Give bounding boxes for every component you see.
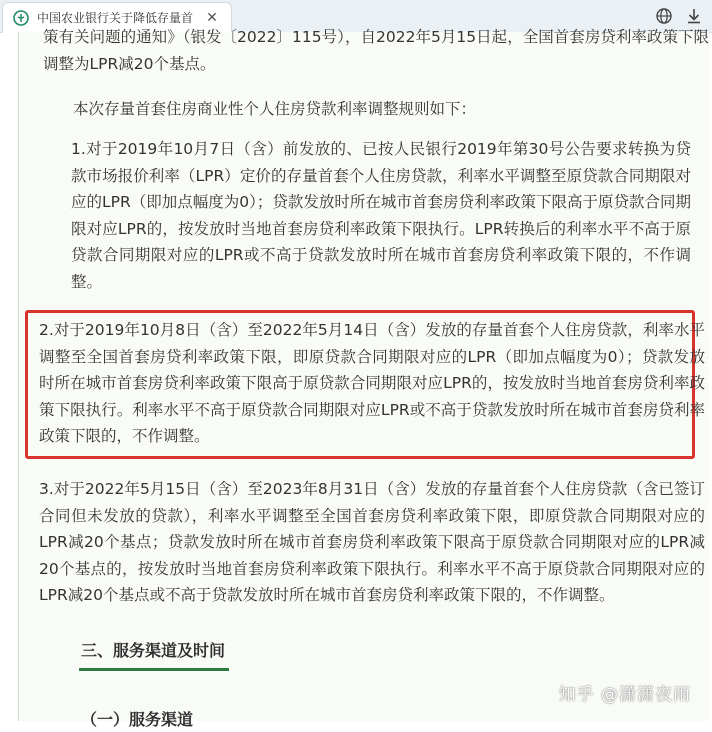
- article-page: [18, 28, 709, 729]
- section-heading: 三、服务渠道及时间: [81, 641, 226, 660]
- rule-2-paragraph: 2.对于2019年10月8日（含）至2022年5月14日（含）发放的存量首套个人住房贷款，利率水平调整至全国首套房贷利率政策下限，即原贷款合同期限对应的LPR（即加点幅度为0）；贷款发放时所在城市首套房贷利率政策下限高于原贷款合同期限对应LPR的，按发放时当地首套房贷利率政策下限执行。利率水平不高于原贷款合同期限对应LPR或不高于贷款发放时所在城市首套房贷利率政策下限的，不作调整。: [39, 321, 705, 445]
- watermark: 知乎 @潇潇夜雨: [558, 685, 691, 705]
- download-icon[interactable]: [684, 6, 704, 26]
- globe-icon[interactable]: [654, 6, 674, 26]
- close-icon[interactable]: ✕: [206, 10, 218, 26]
- subheading: （一）服务渠道: [81, 710, 194, 729]
- rule-1-paragraph: 1.对于2019年10月7日（含）前发放的、已按人民银行2019年第30号公告要求转换为贷款市场报价利率（LPR）定价的存量首套个人住房贷款，利率水平调整至原贷款合同期限对应的LPR（即加点幅度为0）；贷款发放时所在城市首套房贷利率政策下限高于原贷款合同期限对应LPR的，按发放时当地首套房贷利率政策下限执行。LPR转换后的利率水平不高于原贷款合同期限对应的LPR或不高于贷款发放时所在城市首套房贷利率政策下限的，不作调整。: [71, 140, 691, 291]
- abc-bank-favicon-icon: [13, 10, 29, 26]
- rule-3-paragraph: 3.对于2022年5月15日（含）至2023年8月31日（含）发放的存量首套个人住房贷款（含已签订合同但未发放的贷款），利率水平调整至全国首套房贷利率政策下限，即原贷款合同期限对应的LPR减20个基点；贷款发放时所在城市首套房贷利率政策下限高于原贷款合同期限对应的LPR减20个基点的，按发放时当地首套房贷利率政策下限执行。利率水平不高于原贷款合同期限对应的LPR减20个基点或不高于贷款发放时所在城市首套房贷利率政策下限的，不作调整。: [39, 480, 705, 604]
- rules-intro-paragraph: 本次存量首套住房商业性个人住房贷款利率调整规则如下：: [73, 100, 477, 118]
- tab-title: 中国农业银行关于降低存量首: [37, 11, 194, 25]
- intro-paragraph: 策有关问题的通知》（银发〔2022〕115号），自2022年5月15日起，全国首套房贷利率政策下限调整为LPR减20个基点。: [43, 28, 709, 73]
- section-underline: [79, 668, 229, 671]
